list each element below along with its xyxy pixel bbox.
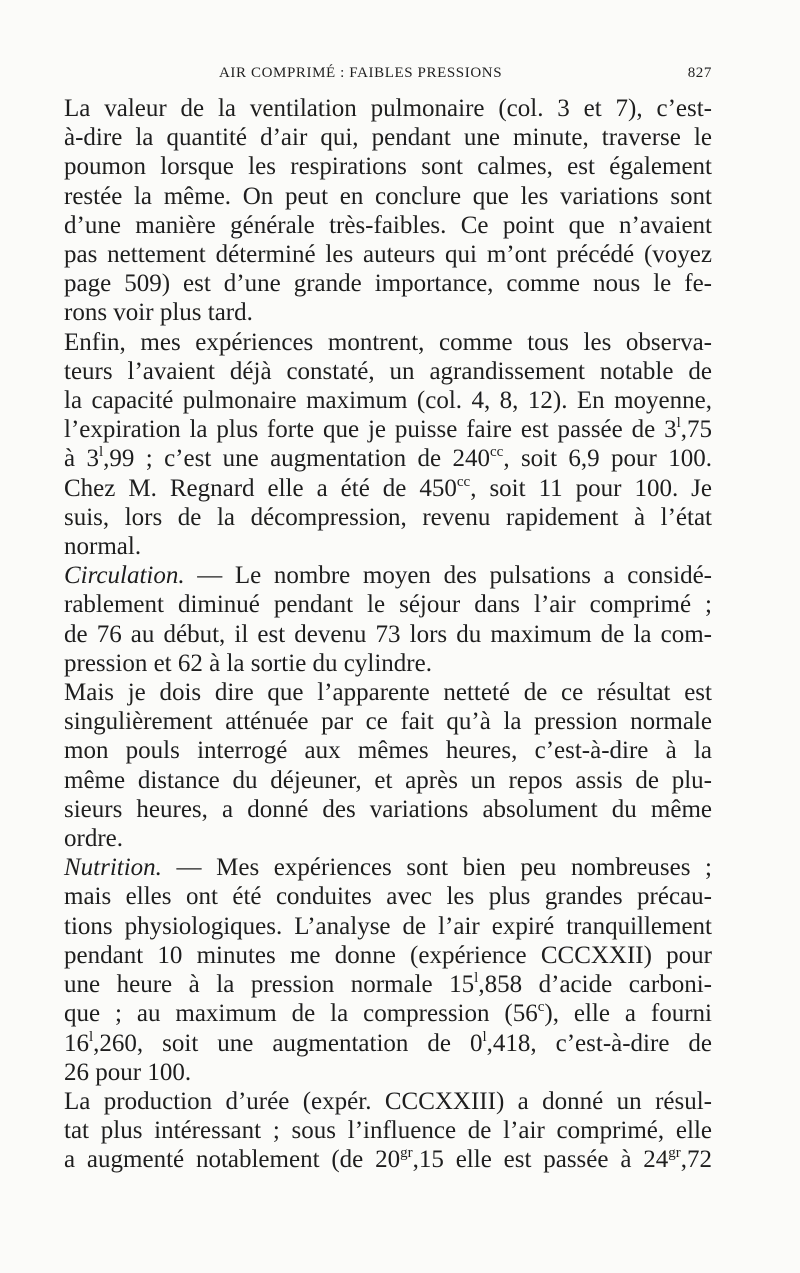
text-line: ordre. bbox=[64, 825, 123, 853]
text-line: de 76 au début, il est devenu 73 lors du maximum de la com- bbox=[64, 620, 712, 648]
text-line: Enfin, mes expériences montrent, comme tous les observa- bbox=[64, 328, 712, 356]
text-line bbox=[64, 1145, 712, 1174]
text-line: restée la même. On peut en conclure que les variations sont bbox=[64, 182, 712, 210]
superscript-grammes: gr bbox=[668, 1145, 681, 1162]
text-run: ,260, soit une augmentation de 0 bbox=[93, 1029, 483, 1057]
superscript-grammes: gr bbox=[400, 1145, 413, 1162]
text-line: à-dire la quantité d’air qui, pendant une minute, traverse le bbox=[64, 124, 712, 152]
text-run: ,418, c’est-à-dire de bbox=[486, 1029, 713, 1057]
text-run: à 3 bbox=[64, 445, 99, 473]
text-run: ,15 elle est passée à 24 bbox=[412, 1146, 669, 1174]
text-line: la capacité pulmonaire maximum (col. 4, 8, 12). En moyenne, bbox=[64, 387, 712, 415]
text-line bbox=[64, 999, 712, 1028]
text-run: , soit 11 pour 100. Je bbox=[470, 474, 713, 502]
section-label-nutrition: Nutrition. bbox=[64, 854, 162, 882]
text-run: ,75 bbox=[680, 416, 712, 444]
text-run: que ; au maximum de la compression (56 bbox=[64, 1000, 538, 1028]
text-line: page 509) est d’une grande importance, comme nous le fe- bbox=[64, 270, 712, 298]
text-line: tat plus intéressant ; sous l’influence de l’air comprimé, elle bbox=[64, 1117, 712, 1145]
text-run: , soit 6,9 pour 100. bbox=[503, 445, 712, 473]
text-line bbox=[64, 561, 712, 590]
text-run: — Mes expériences sont bien peu nombreuses ; bbox=[161, 854, 712, 882]
text-line: tions physiologiques. L’analyse de l’air expiré tranquillement bbox=[64, 912, 712, 940]
text-run: 16 bbox=[64, 1029, 89, 1057]
paragraph-uree bbox=[64, 1087, 712, 1175]
text-line: Mais je dois dire que l’apparente netteté de ce résultat est bbox=[64, 679, 712, 707]
superscript-litre: l bbox=[482, 1028, 487, 1045]
superscript-litre: l bbox=[474, 970, 479, 987]
superscript-litre: l bbox=[676, 415, 681, 432]
text-line: d’une manière générale très-faibles. Ce point que n’avaient bbox=[64, 211, 712, 239]
text-line bbox=[64, 415, 712, 444]
text-line: pas nettement déterminé les auteurs qui m’ont précédé (voyez bbox=[64, 241, 712, 269]
text-run: a augmenté notablement (de 20 bbox=[64, 1146, 401, 1174]
paragraph-circulation bbox=[64, 561, 712, 678]
section-label-circulation: Circulation. bbox=[64, 562, 185, 590]
text-line: suis, lors de la décompression, revenu rapidement à l’état bbox=[64, 503, 712, 531]
paragraph-pouls bbox=[64, 678, 712, 853]
superscript-centimetre: c bbox=[537, 999, 545, 1016]
text-line bbox=[64, 444, 712, 473]
text-line: mais elles ont été conduites avec les plus grandes précau- bbox=[64, 883, 712, 911]
text-line: rons voir plus tard. bbox=[64, 299, 253, 327]
superscript-cc: cc bbox=[456, 473, 471, 490]
superscript-litre: l bbox=[89, 1028, 94, 1045]
text-line: 26 pour 100. bbox=[64, 1058, 192, 1086]
running-head-title: AIR COMPRIMÉ : FAIBLES PRESSIONS bbox=[219, 65, 503, 81]
text-line: pression et 62 à la sortie du cylindre. bbox=[64, 649, 432, 677]
text-line: rablement diminué pendant le séjour dans l’air comprimé ; bbox=[64, 591, 712, 619]
text-run: — Le nombre moyen des pulsations a considé- bbox=[184, 562, 712, 590]
text-line bbox=[64, 474, 712, 503]
text-run: une heure à la pression normale 15 bbox=[64, 971, 475, 999]
text-line: sieurs heures, a donné des variations absolument du même bbox=[64, 795, 712, 823]
paragraph-nutrition bbox=[64, 853, 712, 1087]
text-line: pendant 10 minutes me donne (expérience CCCXXII) pour bbox=[64, 941, 712, 969]
text-line: singulièrement atténuée par ce fait qu’à la pression normale bbox=[64, 708, 712, 736]
page bbox=[64, 56, 713, 1174]
text-run: ,72 bbox=[680, 1146, 712, 1174]
superscript-cc: cc bbox=[490, 444, 504, 461]
text-run: ,858 d’acide carboni- bbox=[478, 971, 713, 999]
text-line bbox=[64, 853, 712, 882]
text-line: poumon lorsque les respirations sont calmes, est également bbox=[64, 153, 712, 181]
paragraph-capacite bbox=[64, 328, 712, 562]
body-text bbox=[64, 94, 712, 1175]
text-run: l’expiration la plus forte que je puisse faire est passée de 3 bbox=[64, 416, 677, 444]
paragraph-ventilation bbox=[64, 94, 712, 328]
text-line bbox=[64, 970, 712, 999]
text-line: normal. bbox=[64, 533, 142, 561]
superscript-litre: l bbox=[98, 444, 104, 461]
text-run: ,99 ; c’est une augmentation de 240 bbox=[103, 445, 490, 473]
text-line: mon pouls interrogé aux mêmes heures, c’est-à-dire à la bbox=[64, 737, 712, 765]
page-number: 827 bbox=[687, 65, 712, 81]
text-line: La valeur de la ventilation pulmonaire (col. 3 et 7), c’est- bbox=[64, 95, 712, 122]
text-line: La production d’urée (expér. CCCXXIII) a donné un résul- bbox=[64, 1087, 712, 1115]
running-head bbox=[64, 56, 712, 90]
text-run: ), elle a fourni bbox=[544, 1000, 712, 1028]
text-line: même distance du déjeuner, et après un repos assis de plu- bbox=[64, 766, 712, 794]
text-line: teurs l’avaient déjà constaté, un agrandissement notable de bbox=[64, 357, 712, 385]
text-run: Chez M. Regnard elle a été de 450 bbox=[64, 474, 457, 502]
text-line bbox=[64, 1029, 712, 1058]
